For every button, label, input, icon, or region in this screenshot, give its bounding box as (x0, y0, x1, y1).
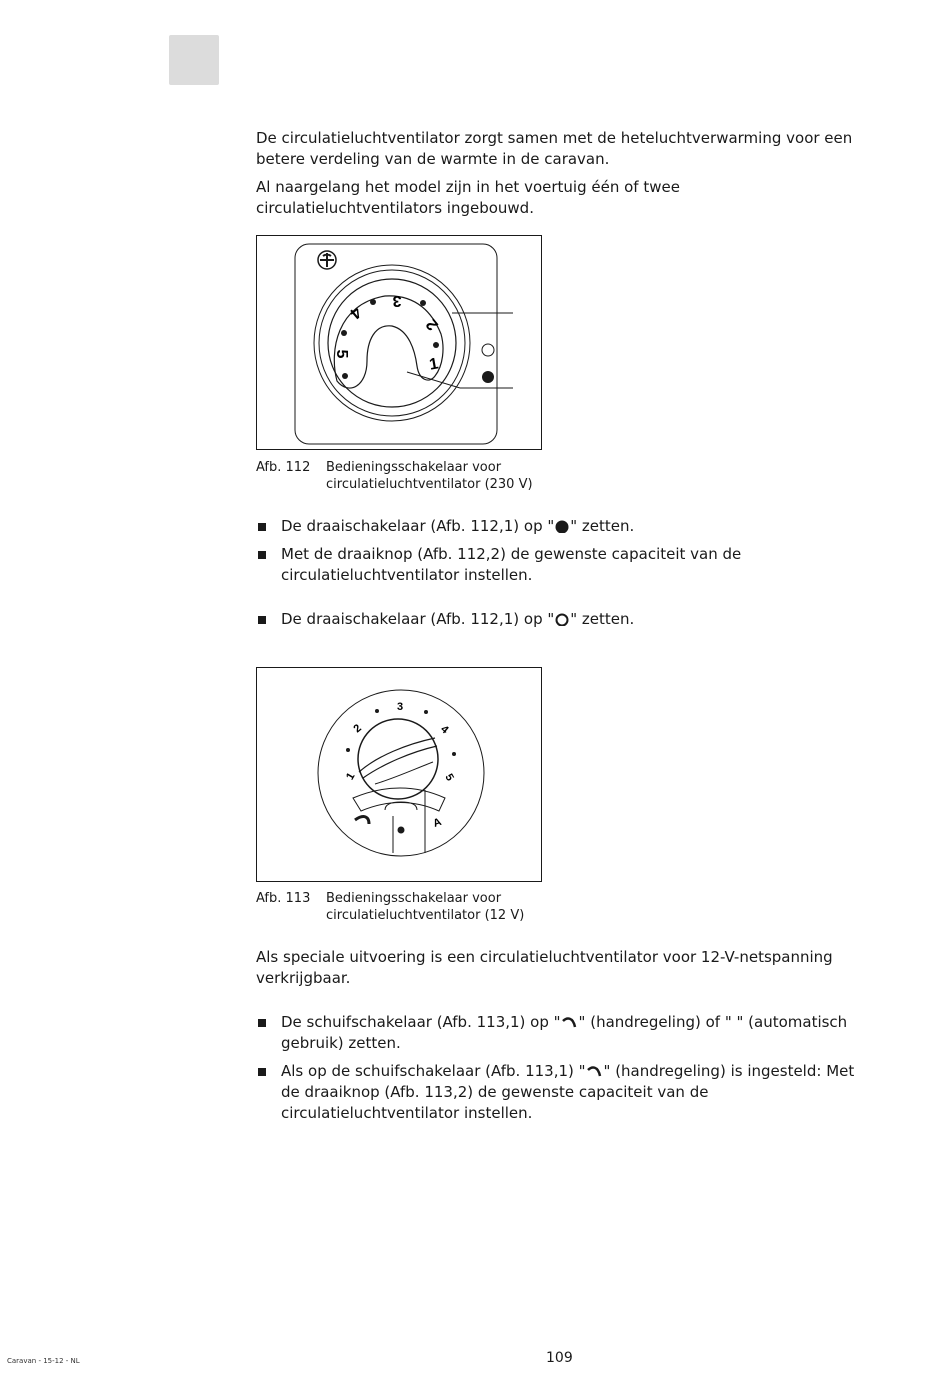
dial-number-5: 5 (442, 771, 456, 784)
caption-text: Bedieningsschakelaar voor circulatieluchtventilator (12 V) (326, 891, 525, 923)
bullet-square-icon (258, 616, 266, 624)
bullet-square-icon (258, 1068, 266, 1076)
caption-number: Afb. 112 (256, 460, 311, 475)
intro-paragraph-2: Al naargelang het model zijn in het voertuig één of twee circulatieluchtventilators ingebouwd. (256, 178, 680, 217)
chapter-tab-marker (169, 35, 219, 85)
switch-230v-illustration (257, 236, 541, 449)
figure-113 (256, 667, 542, 882)
special-version-paragraph: Als speciale uitvoering is een circulatieluchtventilator voor 12-V-netspanning verkrijgbaar. (256, 948, 833, 987)
page-number: 109 (546, 1350, 573, 1366)
dial-number-4: 4 (438, 723, 451, 737)
bullet-square-icon (258, 523, 266, 531)
hand-control-icon (586, 1063, 604, 1078)
figure-112 (256, 235, 542, 450)
dial-number-2: 2 (423, 315, 442, 334)
bullet-square-icon (258, 1019, 266, 1027)
dial-number-1: 1 (344, 770, 358, 783)
intro-paragraph-1: De circulatieluchtventilator zorgt samen met de heteluchtverwarming voor een betere verdeling van de warmte in de caravan. (256, 129, 853, 168)
dial-number-3: 3 (392, 292, 402, 309)
open-circle-icon (554, 611, 570, 626)
caption-text: Bedieningsschakelaar voor circulatieluchtventilator (230 V) (326, 460, 533, 492)
filled-circle-icon (554, 518, 570, 533)
auto-label: A (431, 815, 444, 830)
hand-control-icon (561, 1014, 579, 1029)
caption-number: Afb. 113 (256, 891, 311, 906)
dial-number-1: 1 (428, 355, 440, 374)
dial-number-5: 5 (333, 349, 350, 359)
dial-number-4: 4 (346, 303, 365, 322)
footer-document-id: Caravan - 15-12 - NL (7, 1357, 80, 1365)
dial-number-3: 3 (396, 701, 404, 713)
fan-symbol-icon (318, 251, 336, 269)
switch-12v-illustration (257, 668, 541, 881)
bullet-square-icon (258, 551, 266, 559)
dial-number-2: 2 (351, 722, 364, 736)
